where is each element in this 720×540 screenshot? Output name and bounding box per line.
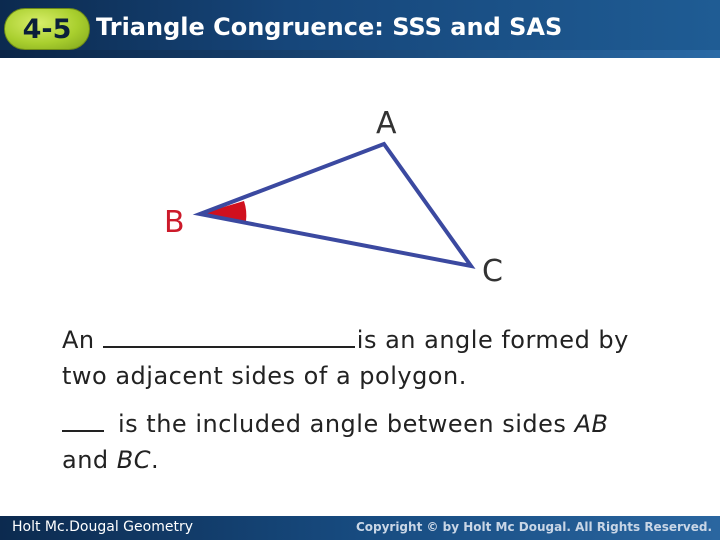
footer-publisher: Holt Mc.Dougal Geometry [12,519,193,535]
text-included-angle: is the included angle between sides [118,410,567,438]
slide-title: Triangle Congruence: SSS and SAS [96,13,563,41]
text-and: and [62,446,109,474]
answer-blank-term [103,322,355,348]
text-definition-end: two adjacent sides of a polygon. [62,362,467,390]
header-band [0,50,720,58]
text-definition: is an angle formed by [356,326,629,354]
footer-copyright: Copyright © by Holt Mc Dougal. All Rights Reserved. [355,520,712,534]
vertex-label-a: A [376,106,397,141]
definition-paragraph [62,322,702,394]
vertex-label-b: B [164,205,185,240]
included-angle-paragraph [62,406,702,478]
side-bc: BC [116,446,152,474]
text-an: An [62,326,95,354]
side-ab: AB [574,410,609,438]
lesson-badge [4,8,90,50]
text-period: . [151,446,160,474]
lesson-number: 4-5 [22,13,72,45]
answer-blank-angle [62,406,104,432]
vertex-label-c: C [482,254,503,289]
slide-footer [0,516,720,540]
triangle-figure [150,95,530,295]
slide-header [0,0,720,58]
